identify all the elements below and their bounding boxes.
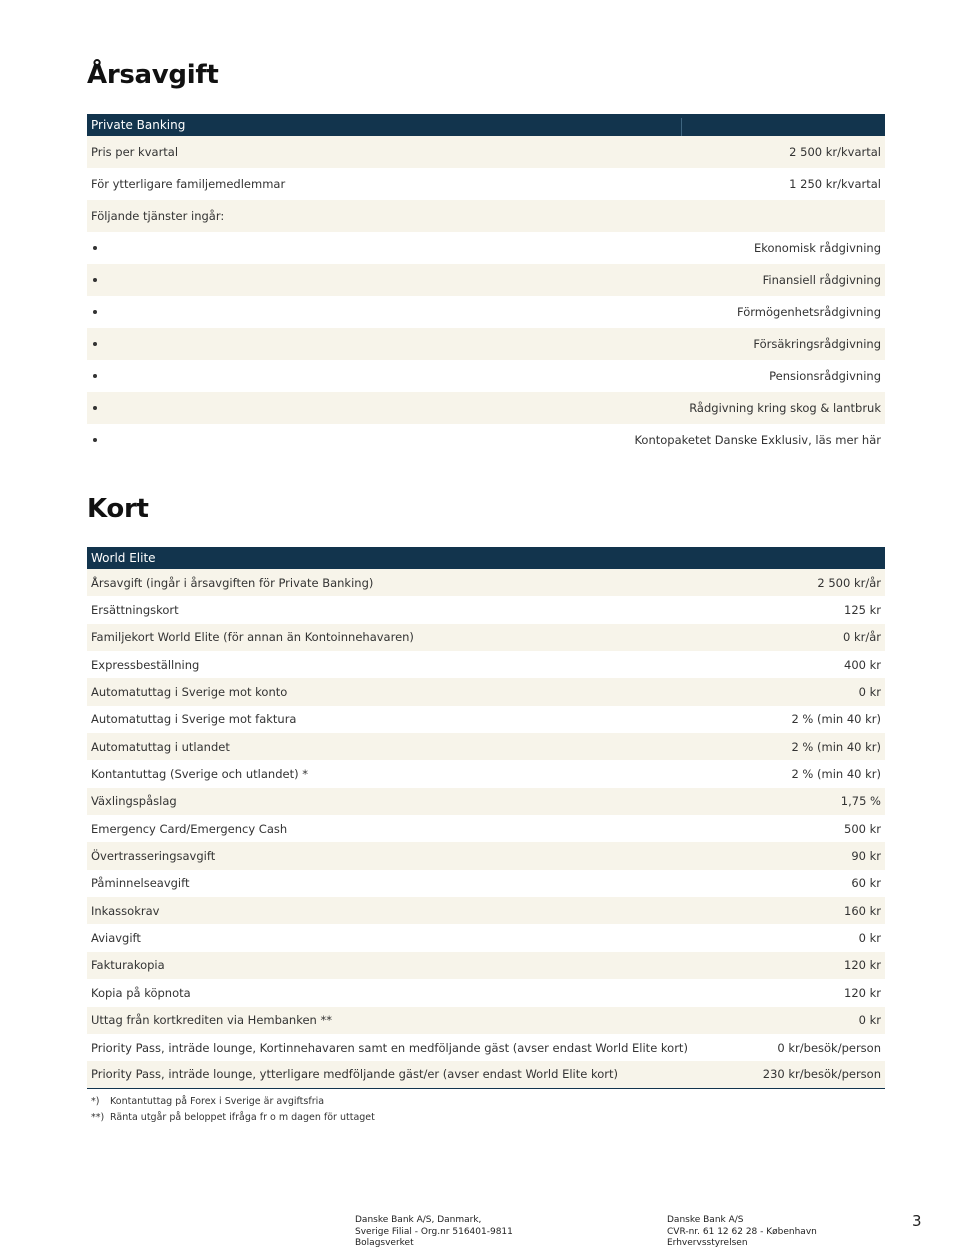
list-item[interactable] (87, 424, 885, 456)
row-label: Pris per kvartal (91, 145, 179, 159)
service-label: Kontopaketet Danske Exklusiv, läs mer här (634, 433, 881, 447)
page-title: Årsavgift (87, 60, 219, 90)
row-label: Kontantuttag (Sverige och utlandet) * (91, 767, 308, 782)
row-value: 2 500 kr/år (817, 575, 881, 590)
row-value: 90 kr (851, 849, 881, 864)
row-label: Växlingspåslag (91, 794, 177, 809)
row-label: Automatuttag i Sverige mot konto (91, 685, 288, 700)
footnote-marker: *) (91, 1096, 100, 1107)
table-row (87, 1061, 885, 1088)
footnotes (91, 1094, 375, 1126)
service-label: Förmögenhetsrådgivning (737, 305, 881, 319)
table-row (87, 788, 885, 815)
service-label: Rådgivning kring skog & lantbruk (689, 401, 881, 415)
list-item (87, 296, 885, 328)
row-label: Övertrasseringsavgift (91, 849, 216, 864)
row-label: Automatuttag i Sverige mot faktura (91, 712, 297, 727)
page-number: 3 (912, 1212, 922, 1230)
bullet-icon (93, 278, 97, 282)
row-value: 0 kr (858, 685, 881, 700)
bullet-icon (93, 246, 97, 250)
footer-line: Bolagsverket (355, 1238, 414, 1248)
table-row (87, 624, 885, 651)
row-label: Fakturakopia (91, 958, 165, 973)
bullet-icon (93, 438, 97, 442)
table-row (87, 870, 885, 897)
row-value: 2 % (min 40 kr) (791, 739, 881, 754)
service-label: Ekonomisk rådgivning (753, 241, 881, 255)
list-item (87, 264, 885, 296)
private-banking-header (87, 114, 885, 136)
table-row (87, 1034, 885, 1061)
row-label: Påminnelseavgift (91, 876, 190, 891)
row-label: Årsavgift (ingår i årsavgiften för Private Banking) (91, 575, 374, 590)
header-divider (681, 118, 682, 136)
table-row (87, 168, 885, 200)
table-row (87, 678, 885, 705)
footer-address-1 (355, 1215, 513, 1250)
row-label: Familjekort World Elite (för annan än Kontoinnehavaren) (91, 630, 414, 645)
services-list (87, 232, 885, 456)
bullet-icon (93, 406, 97, 410)
row-value: 1 250 kr/kvartal (789, 177, 881, 191)
footer-line: Sverige Filial - Org.nr 516401-9811 (355, 1226, 513, 1237)
footer-address-2 (667, 1215, 817, 1250)
footnote (91, 1110, 375, 1126)
row-value: 120 kr (844, 958, 881, 973)
row-value: 0 kr/år (842, 630, 881, 645)
table-row (87, 842, 885, 869)
table-row (87, 897, 885, 924)
row-value: 160 kr (844, 903, 881, 918)
table-row (87, 136, 885, 168)
table-row (87, 979, 885, 1006)
row-value: 230 kr/besök/person (762, 1067, 881, 1082)
private-banking-rows (87, 136, 885, 232)
row-value: 2 % (min 40 kr) (791, 712, 881, 727)
footnote-marker: **) (91, 1112, 105, 1123)
list-item (87, 360, 885, 392)
list-item (87, 232, 885, 264)
footer-line: Danske Bank A/S (667, 1215, 744, 1225)
private-banking-table (87, 114, 885, 456)
table-row (87, 200, 885, 232)
table-row (87, 733, 885, 760)
table-row (87, 596, 885, 623)
footnote-text: Kontantuttag på Forex i Sverige är avgiftsfria (110, 1096, 325, 1107)
row-value: 0 kr (858, 1013, 881, 1028)
row-label: Automatuttag i utlandet (91, 739, 230, 754)
service-label: Försäkringsrådgivning (753, 337, 881, 351)
footnote (91, 1094, 375, 1110)
footer-line: Danske Bank A/S, Danmark, (355, 1215, 482, 1225)
row-label: Kopia på köpnota (91, 985, 191, 1000)
kort-table (87, 547, 885, 1089)
row-value: 2 500 kr/kvartal (789, 145, 881, 159)
list-item (87, 328, 885, 360)
row-value: 60 kr (851, 876, 881, 891)
footnote-text: Ränta utgår på beloppet ifråga fr o m dagen för uttaget (110, 1112, 375, 1123)
service-label: Pensionsrådgivning (769, 369, 881, 383)
row-label: Ersättningskort (91, 603, 179, 618)
footer-line: CVR-nr. 61 12 62 28 - København (667, 1226, 817, 1237)
row-label: För ytterligare familjemedlemmar (91, 177, 286, 191)
row-value: 400 kr (844, 657, 881, 672)
row-label: Emergency Card/Emergency Cash (91, 821, 288, 836)
row-value: 500 kr (844, 821, 881, 836)
kort-rows (87, 569, 885, 1089)
table-row (87, 760, 885, 787)
row-label: Inkassokrav (91, 903, 160, 918)
bullet-icon (93, 374, 97, 378)
row-label: Följande tjänster ingår: (91, 209, 225, 223)
service-label: Finansiell rådgivning (762, 273, 881, 287)
table-row (87, 706, 885, 733)
row-label: Priority Pass, inträde lounge, ytterligare medföljande gäst/er (avser endast World Elite kort) (91, 1067, 618, 1082)
row-label: Uttag från kortkrediten via Hembanken ** (91, 1013, 332, 1028)
row-label: Aviavgift (91, 931, 141, 946)
kort-title: Kort (87, 494, 149, 524)
row-value: 125 kr (844, 603, 881, 618)
footer-line: Erhvervsstyrelsen (667, 1238, 748, 1248)
table-row (87, 651, 885, 678)
row-value: 2 % (min 40 kr) (791, 767, 881, 782)
row-value: 0 kr (858, 931, 881, 946)
row-label: Priority Pass, inträde lounge, Kortinnehavaren samt en medföljande gäst (avser endast World Elite kort) (91, 1040, 688, 1055)
list-item (87, 392, 885, 424)
table-row (87, 1007, 885, 1034)
bullet-icon (93, 342, 97, 346)
bullet-icon (93, 310, 97, 314)
table-row (87, 924, 885, 951)
kort-header (87, 547, 885, 569)
row-value: 1,75 % (840, 794, 881, 809)
kort-header-label: World Elite (91, 551, 156, 565)
table-row (87, 569, 885, 596)
private-banking-header-label: Private Banking (91, 118, 186, 132)
table-row (87, 952, 885, 979)
row-value: 120 kr (844, 985, 881, 1000)
row-value: 0 kr/besök/person (777, 1040, 881, 1055)
row-label: Expressbeställning (91, 657, 200, 672)
table-row (87, 815, 885, 842)
